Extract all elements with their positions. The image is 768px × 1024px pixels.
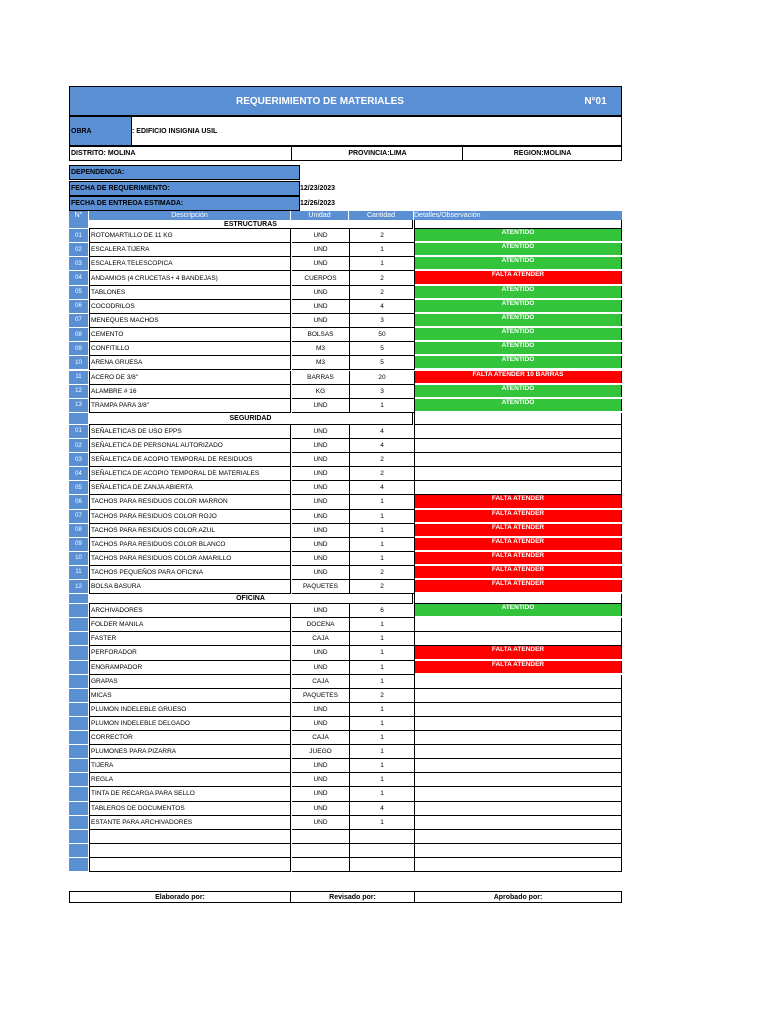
row-unit: UND	[292, 300, 350, 314]
row-number	[69, 802, 88, 816]
row-status-badge	[415, 816, 622, 830]
row-number	[69, 618, 88, 632]
row-unit: UND	[292, 604, 350, 618]
section-num-cell	[69, 413, 88, 425]
fecha-entrega-label: FECHA DE ENTREOA ESTIMADA:	[69, 196, 300, 211]
row-quantity: 1	[350, 510, 415, 524]
row-quantity: 1	[350, 538, 415, 552]
row-status-badge: FALTA ATENDER	[415, 552, 622, 564]
row-status-badge: FALTA ATENDER	[415, 538, 622, 550]
row-description: COCODRILOS	[89, 300, 291, 314]
row-status-badge: ATENTIDO	[415, 257, 622, 269]
row-description: FASTER	[89, 632, 291, 646]
row-status-badge: ATENTIDO	[415, 328, 622, 340]
row-status-badge	[415, 844, 622, 858]
row-number: 11	[69, 566, 88, 580]
row-quantity: 1	[350, 495, 415, 509]
col-header-qty: Cantidad	[349, 211, 413, 220]
row-unit: UND	[292, 524, 350, 538]
row-description: BOLSA BASURA	[89, 580, 291, 594]
row-quantity: 3	[350, 385, 415, 399]
row-quantity: 3	[350, 314, 415, 328]
row-description: ROTOMARTILLO DE 11 KG	[89, 229, 291, 243]
row-status-badge: FALTA ATENDER	[415, 510, 622, 522]
row-number	[69, 759, 88, 773]
row-status-badge: FALTA ATENDER	[415, 580, 622, 592]
row-unit: UND	[292, 453, 350, 467]
row-status-badge: ATENTIDO	[415, 604, 622, 616]
row-status-badge	[415, 830, 622, 844]
row-description: TACHOS PARA RESIDUOS COLOR ROJO	[89, 510, 291, 524]
row-unit: BARRAS	[292, 371, 350, 385]
row-status-badge	[415, 787, 622, 801]
document-number: N°01	[570, 87, 621, 115]
row-number	[69, 816, 88, 830]
row-number: 12	[69, 580, 88, 594]
row-quantity: 1	[350, 243, 415, 257]
row-description: TIJERA	[89, 759, 291, 773]
row-number	[69, 689, 88, 703]
row-number: 05	[69, 481, 88, 495]
row-quantity: 1	[350, 646, 415, 660]
row-quantity: 1	[350, 552, 415, 566]
section-num-cell	[69, 594, 88, 604]
row-unit: UND	[292, 787, 350, 801]
row-status-badge: ATENTIDO	[415, 314, 622, 326]
dependencia-label: DEPENDENCIA:	[69, 165, 300, 180]
row-quantity: 1	[350, 524, 415, 538]
row-unit	[292, 844, 350, 858]
region-label: REGION:MOLINA	[462, 147, 622, 160]
signature-row	[69, 891, 622, 903]
row-unit: M3	[292, 342, 350, 356]
row-status-badge	[415, 773, 622, 787]
row-quantity: 50	[350, 328, 415, 342]
row-status-badge	[415, 675, 622, 689]
obra-row	[69, 116, 622, 146]
row-unit: CAJA	[292, 731, 350, 745]
row-description: SEÑALETICA DE PERSONAL AUTORIZADO	[89, 439, 291, 453]
row-quantity: 2	[350, 286, 415, 300]
document-header	[69, 86, 622, 116]
row-number	[69, 661, 88, 675]
row-quantity: 2	[350, 689, 415, 703]
row-unit: BOLSAS	[292, 328, 350, 342]
row-number: 04	[69, 271, 88, 285]
row-quantity: 2	[350, 229, 415, 243]
row-number	[69, 731, 88, 745]
row-description: TABLEROS DE DOCUMENTOS	[89, 802, 291, 816]
row-status-badge	[415, 717, 622, 731]
row-description: REGLA	[89, 773, 291, 787]
row-status-badge: FALTA ATENDER	[415, 495, 622, 507]
row-description: MENEQUES MACHOS	[89, 314, 291, 328]
row-quantity: 1	[350, 745, 415, 759]
row-unit: UND	[292, 773, 350, 787]
row-quantity: 1	[350, 399, 415, 413]
row-unit: UND	[292, 481, 350, 495]
row-number	[69, 844, 88, 858]
row-description	[89, 830, 291, 844]
row-unit: UND	[292, 703, 350, 717]
row-number: 01	[69, 229, 88, 243]
row-status-badge	[415, 453, 622, 467]
row-description: ARENA GRUESA	[89, 356, 291, 370]
row-number: 10	[69, 356, 88, 370]
row-quantity: 2	[350, 453, 415, 467]
row-unit: UND	[292, 538, 350, 552]
row-unit: UND	[292, 314, 350, 328]
row-quantity: 2	[350, 467, 415, 481]
row-number: 06	[69, 495, 88, 509]
row-number	[69, 632, 88, 646]
row-description: ESTANTE PARA ARCHIVADORES	[89, 816, 291, 830]
row-unit	[292, 830, 350, 844]
row-quantity	[350, 830, 415, 844]
fecha-requerimiento-label: FECHA DE REQUERIMIENTO:	[69, 181, 300, 196]
row-unit: UND	[292, 646, 350, 660]
row-number	[69, 745, 88, 759]
row-description: PLUMONES PARA PIZARRA	[89, 745, 291, 759]
row-unit: DOCENA	[292, 618, 350, 632]
row-number	[69, 858, 88, 872]
row-unit: JUEGO	[292, 745, 350, 759]
row-quantity: 4	[350, 481, 415, 495]
row-description: CORRECTOR	[89, 731, 291, 745]
row-quantity: 4	[350, 439, 415, 453]
row-quantity: 4	[350, 802, 415, 816]
row-description: TACHOS PARA RESIDUOS COLOR AMARILLO	[89, 552, 291, 566]
row-quantity: 1	[350, 773, 415, 787]
row-unit: UND	[292, 243, 350, 257]
row-description: ENGRAMPADOR	[89, 661, 291, 675]
section-title-estructuras: ESTRUCTURAS	[89, 220, 413, 229]
row-status-badge: ATENTIDO	[415, 356, 622, 368]
row-description: PERFORADOR	[89, 646, 291, 660]
row-number	[69, 717, 88, 731]
row-number: 02	[69, 243, 88, 257]
row-quantity: 5	[350, 342, 415, 356]
row-unit: UND	[292, 552, 350, 566]
col-header-desc: Descripción	[89, 211, 290, 220]
row-unit: UND	[292, 802, 350, 816]
row-status-badge: FALTA ATENDER	[415, 524, 622, 536]
row-unit: UND	[292, 566, 350, 580]
row-status-badge	[415, 745, 622, 759]
row-number: 10	[69, 552, 88, 566]
row-unit: UND	[292, 816, 350, 830]
row-description	[89, 844, 291, 858]
row-status-badge	[415, 425, 622, 439]
row-description: TACHOS PEQUEÑOS PARA OFICINA	[89, 566, 291, 580]
row-quantity: 1	[350, 731, 415, 745]
row-unit: UND	[292, 399, 350, 413]
document-title: REQUERIMIENTO DE MATERIALES	[70, 87, 571, 115]
row-quantity: 5	[350, 356, 415, 370]
row-number: 09	[69, 538, 88, 552]
row-number: 13	[69, 399, 88, 413]
row-quantity: 1	[350, 675, 415, 689]
row-description: ESCALERA TIJERA	[89, 243, 291, 257]
row-number: 08	[69, 524, 88, 538]
row-number: 03	[69, 453, 88, 467]
section-num-cell	[69, 220, 88, 229]
fecha-requerimiento-value: 12/23/2023	[300, 185, 336, 192]
obra-label: OBRA	[70, 117, 132, 145]
elaborado-label: Elaborado por:	[70, 892, 291, 902]
row-status-badge	[415, 467, 622, 481]
fecha-entrega-value: 12/26/2023	[300, 200, 336, 207]
row-description: SEÑALETICA DE ACOPIO TEMPORAL DE MATERIALES	[89, 467, 291, 481]
row-description: CEMENTO	[89, 328, 291, 342]
row-unit: UND	[292, 495, 350, 509]
row-unit: M3	[292, 356, 350, 370]
section-obs-cell	[414, 413, 622, 425]
row-number: 01	[69, 425, 88, 439]
row-number: 03	[69, 257, 88, 271]
row-number: 06	[69, 300, 88, 314]
row-number: 04	[69, 467, 88, 481]
row-status-badge	[415, 439, 622, 453]
row-status-badge	[415, 618, 622, 632]
row-description: TACHOS PARA RESIDUOS COLOR BLANCO	[89, 538, 291, 552]
row-quantity: 2	[350, 271, 415, 285]
row-number	[69, 830, 88, 844]
row-quantity: 1	[350, 717, 415, 731]
row-unit: PAQUETES	[292, 580, 350, 594]
row-number: 08	[69, 328, 88, 342]
row-quantity: 1	[350, 632, 415, 646]
row-number	[69, 787, 88, 801]
row-status-badge: ATENTIDO	[415, 243, 622, 255]
row-description: FOLDER MANILA	[89, 618, 291, 632]
row-number	[69, 703, 88, 717]
row-description: ANDAMIOS (4 CRUCETAS+ 4 BANDEJAS)	[89, 271, 291, 285]
row-status-badge	[415, 731, 622, 745]
row-status-badge: ATENTIDO	[415, 300, 622, 312]
row-status-badge	[415, 481, 622, 495]
row-status-badge	[415, 858, 622, 872]
row-number: 02	[69, 439, 88, 453]
row-quantity: 1	[350, 618, 415, 632]
row-number: 11	[69, 371, 88, 385]
row-status-badge: FALTA ATENDER	[415, 661, 622, 673]
row-status-badge: FALTA ATENDER	[415, 646, 622, 658]
location-row	[69, 146, 622, 161]
aprobado-label: Aprobado por:	[493, 893, 543, 901]
row-unit: UND	[292, 286, 350, 300]
row-unit: UND	[292, 661, 350, 675]
row-quantity: 1	[350, 703, 415, 717]
row-status-badge: ATENTIDO	[415, 385, 622, 397]
row-status-badge	[415, 703, 622, 717]
row-status-badge: FALTA ATENDER	[415, 271, 622, 283]
row-quantity: 1	[350, 759, 415, 773]
row-unit: UND	[292, 467, 350, 481]
row-description: GRAPAS	[89, 675, 291, 689]
col-header-obs: Detalles/Observación	[414, 211, 622, 220]
row-number	[69, 773, 88, 787]
row-description: CONFITILLO	[89, 342, 291, 356]
row-unit: PAQUETES	[292, 689, 350, 703]
row-quantity: 1	[350, 661, 415, 675]
row-unit: UND	[292, 759, 350, 773]
row-description: TACHOS PARA RESIDUOS COLOR AZUL	[89, 524, 291, 538]
row-unit: UND	[292, 510, 350, 524]
row-number: 07	[69, 510, 88, 524]
section-obs-cell	[414, 220, 622, 229]
row-quantity: 1	[350, 816, 415, 830]
row-description: TRAMPA PARA 3/8"	[89, 399, 291, 413]
row-quantity: 1	[350, 257, 415, 271]
row-description: PLUMON INDELEBLE DELGADO	[89, 717, 291, 731]
row-quantity: 2	[350, 580, 415, 594]
row-number: 05	[69, 286, 88, 300]
row-quantity: 4	[350, 425, 415, 439]
section-title-seguridad: SEGURIDAD	[89, 413, 413, 425]
provincia-label: PROVINCIA:LIMA	[291, 147, 463, 160]
row-description: TACHOS PARA RESIDUOS COLOR MARRON	[89, 495, 291, 509]
row-description: PLUMON INDELEBLE GRUESO	[89, 703, 291, 717]
row-quantity: 4	[350, 300, 415, 314]
row-number	[69, 646, 88, 660]
distrito-label: DISTRITO: MOLINA	[71, 150, 136, 157]
row-status-badge: ATENTIDO	[415, 399, 622, 411]
row-description: SEÑALETICA DE ACOPIO TEMPORAL DE RESIDUOS	[89, 453, 291, 467]
row-description: ESCALERA TELESCOPICA	[89, 257, 291, 271]
row-unit: KG	[292, 385, 350, 399]
row-number	[69, 604, 88, 618]
col-header-unit: Unidad	[291, 211, 348, 220]
row-description: SEÑALETICAS DE USO EPPS	[89, 425, 291, 439]
row-unit: UND	[292, 425, 350, 439]
row-description: MICAS	[89, 689, 291, 703]
revisado-label: Revisado por:	[291, 892, 415, 902]
row-unit: UND	[292, 717, 350, 731]
row-quantity	[350, 858, 415, 872]
row-status-badge	[415, 802, 622, 816]
row-unit	[292, 858, 350, 872]
row-description	[89, 858, 291, 872]
row-description: ARCHIVADORES	[89, 604, 291, 618]
row-status-badge	[415, 632, 622, 646]
row-number: 09	[69, 342, 88, 356]
col-header-num: N°	[69, 211, 88, 220]
row-status-badge: FALTA ATENDER	[415, 566, 622, 578]
row-status-badge: FALTA ATENDER 10 BARRAS	[415, 371, 622, 383]
row-unit: CAJA	[292, 632, 350, 646]
section-title-oficina: OFICINA	[89, 594, 413, 604]
row-description: TINTA DE RECARGA PARA SELLO	[89, 787, 291, 801]
row-status-badge	[415, 689, 622, 703]
row-status-badge	[415, 759, 622, 773]
row-quantity: 2	[350, 566, 415, 580]
row-unit: UND	[292, 257, 350, 271]
section-obs-cell	[414, 594, 622, 604]
row-status-badge: ATENTIDO	[415, 229, 622, 241]
row-quantity: 20	[350, 371, 415, 385]
row-status-badge: ATENTIDO	[415, 342, 622, 354]
row-unit: UND	[292, 229, 350, 243]
row-quantity	[350, 844, 415, 858]
row-quantity: 1	[350, 787, 415, 801]
row-unit: CUERPOS	[292, 271, 350, 285]
row-description: ACERO DE 3/8"	[89, 371, 291, 385]
row-number: 07	[69, 314, 88, 328]
obra-value: : EDIFICIO INSIGNIA USIL	[132, 127, 218, 135]
row-unit: CAJA	[292, 675, 350, 689]
row-unit: UND	[292, 439, 350, 453]
row-number: 12	[69, 385, 88, 399]
row-status-badge: ATENTIDO	[415, 286, 622, 298]
row-description: TABLONES	[89, 286, 291, 300]
row-description: ALAMBRE # 16	[89, 385, 291, 399]
row-quantity: 6	[350, 604, 415, 618]
row-number	[69, 675, 88, 689]
row-description: SEÑALETICA DE ZANJA ABIERTA	[89, 481, 291, 495]
